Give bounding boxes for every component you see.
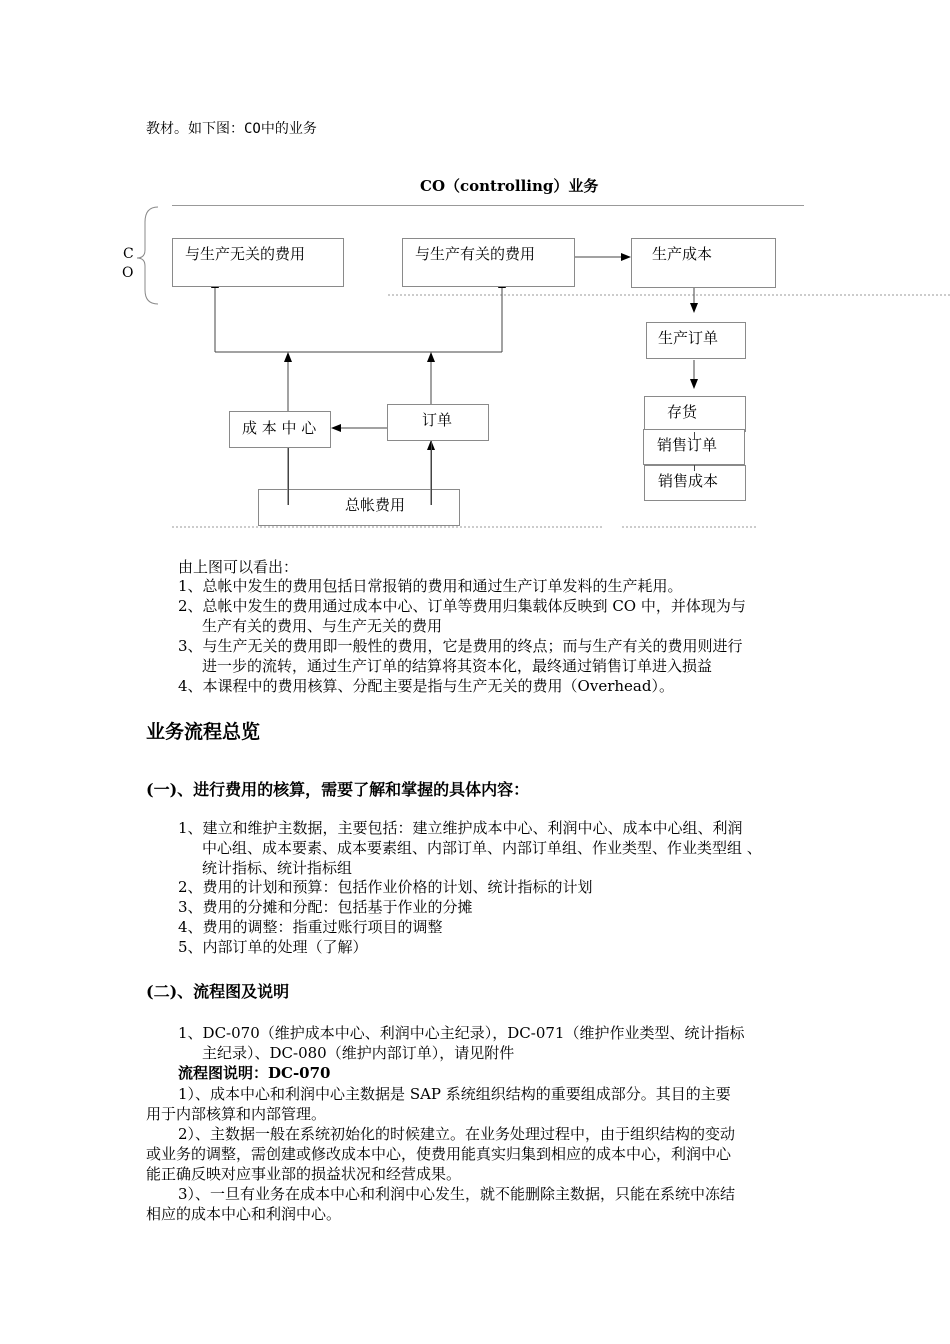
box-production-cost bbox=[631, 238, 776, 288]
intro-line: 教材。如下图：CO中的业务 bbox=[146, 121, 317, 137]
observation-4-line-1: 4、本课程中的费用核算、分配主要是指与生产无关的费用（Overhead）。 bbox=[178, 677, 674, 695]
sub2-para-2-line-3: 能正确反映对应事业部的损益状况和经营成果。 bbox=[146, 1165, 462, 1183]
sub1-item-1 bbox=[178, 818, 762, 878]
sub2-para-1-line-2: 用于内部核算和内部管理。 bbox=[146, 1105, 327, 1123]
observation-3-line-1: 3、与生产无关的费用即一般性的费用，它是费用的终点；而与生产有关的费用则进行 bbox=[178, 637, 743, 655]
sub1-item-1-line-1: 1、建立和维护主数据，主要包括：建立维护成本中心、利润中心、成本中心组、利润 bbox=[178, 819, 743, 837]
box-cost-center-label: 成 本 中 心 bbox=[242, 419, 317, 437]
box-sales-cost-label: 销售成本 bbox=[658, 472, 719, 490]
box-cost-center bbox=[229, 411, 331, 448]
sub1-title: (一)、进行费用的核算，需要了解和掌握的具体内容： bbox=[146, 780, 530, 799]
sub2-title: (二)、流程图及说明 bbox=[146, 982, 290, 1001]
diagram-title: CO（controlling）业务 bbox=[420, 177, 599, 195]
sub2-para-3-line-2: 相应的成本中心和利润中心。 bbox=[146, 1205, 342, 1223]
arrowhead-order-to-costcenter bbox=[331, 424, 341, 432]
sub2-para-2-line-1: 2）、主数据一般在系统初始化的时候建立。在业务处理过程中，由于组织结构的变动 bbox=[178, 1125, 736, 1143]
co-brace bbox=[137, 207, 158, 304]
arrowhead-prodorder bbox=[690, 303, 698, 313]
observation-3-line-2: 进一步的流转，通过生产订单的结算将其资本化，最终通过销售订单进入损益 bbox=[202, 657, 713, 675]
arrowhead-inventory bbox=[690, 379, 698, 389]
salesorder-to-salescost-line bbox=[694, 465, 695, 471]
sub1-item-1-line-3: 统计指标、统计指标组 bbox=[202, 859, 353, 877]
box-prod-order-label: 生产订单 bbox=[658, 329, 719, 347]
box-sales-cost bbox=[644, 465, 746, 501]
sub1-item-1-line-2: 中心组、成本要素、成本要素组、内部订单、内部订单组、作业类型、作业类型组 、 bbox=[202, 839, 762, 857]
sub2-para-2-line-2: 或业务的调整，需创建或修改成本中心，使费用能真实归集到相应的成本中心，利润中心 bbox=[146, 1145, 732, 1163]
flow-label: 流程图说明：DC-070 bbox=[178, 1064, 331, 1082]
box-order bbox=[387, 404, 489, 441]
observation-2-line-2: 生产有关的费用、与生产无关的费用 bbox=[202, 617, 443, 635]
gl-to-costcenter-line bbox=[288, 448, 289, 505]
observation-2 bbox=[178, 596, 746, 636]
sub1-item-4: 4、费用的调整：指重过账行项目的调整 bbox=[178, 918, 443, 936]
sub1-item-3: 3、费用的分摊和分配：包括基于作业的分摊 bbox=[178, 898, 473, 916]
inventory-to-salesorder-line bbox=[694, 432, 695, 440]
box-inventory-label: 存货 bbox=[667, 403, 698, 421]
sub2-para-1-line-1: 1）、成本中心和利润中心主数据是 SAP 系统组织结构的重要组成部分。其目的主要 bbox=[178, 1085, 731, 1103]
sub1-item-5: 5、内部订单的处理（了解） bbox=[178, 938, 368, 956]
sub2-item-1 bbox=[178, 1023, 744, 1063]
box-inventory bbox=[644, 396, 746, 432]
arrowhead-prodcost bbox=[621, 253, 631, 261]
section-title: 业务流程总览 bbox=[146, 721, 261, 743]
observations-heading: 由上图可以看出： bbox=[178, 558, 299, 576]
box-unrelated-expenses bbox=[172, 238, 344, 287]
sub2-para-2 bbox=[146, 1124, 735, 1184]
arrowhead-order-up bbox=[427, 352, 435, 362]
sub2-item-1-line-2: 主纪录）、DC-080（维护内部订单），请见附件 bbox=[202, 1044, 515, 1062]
sub2-para-1 bbox=[146, 1084, 731, 1124]
box-gl-label: 总帐费用 bbox=[345, 496, 406, 514]
box-unrelated-label: 与生产无关的费用 bbox=[185, 245, 306, 263]
box-related-expenses bbox=[402, 238, 575, 287]
box-prod-cost-label: 生产成本 bbox=[652, 245, 713, 263]
co-label-o: O bbox=[122, 265, 134, 281]
observation-2-line-1: 2、总帐中发生的费用通过成本中心、订单等费用归集载体反映到 CO 中，并体现为与 bbox=[178, 597, 746, 615]
box-related-label: 与生产有关的费用 bbox=[415, 245, 536, 263]
sub2-item-1-line-1: 1、DC-070（维护成本中心、利润中心主纪录），DC-071（维护作业类型、统计指标 bbox=[178, 1024, 745, 1042]
gl-to-order-line bbox=[431, 441, 432, 505]
box-production-order bbox=[646, 322, 746, 359]
box-sales-order-label: 销售订单 bbox=[657, 436, 718, 454]
box-order-label: 订单 bbox=[422, 411, 453, 429]
observation-3 bbox=[178, 636, 743, 676]
observation-1 bbox=[178, 576, 683, 596]
arrowhead-costcenter-up bbox=[284, 352, 292, 362]
observation-1-line-1: 1、总帐中发生的费用包括日常报销的费用和通过生产订单发料的生产耗用。 bbox=[178, 577, 683, 595]
sub2-para-3 bbox=[146, 1184, 735, 1224]
co-label-c: C bbox=[123, 246, 134, 262]
sub2-para-3-line-1: 3）、一旦有业务在成本中心和利润中心发生，就不能删除主数据，只能在系统中冻结 bbox=[178, 1185, 736, 1203]
observation-4 bbox=[178, 676, 674, 696]
sub1-item-2: 2、费用的计划和预算：包括作业价格的计划、统计指标的计划 bbox=[178, 878, 593, 896]
